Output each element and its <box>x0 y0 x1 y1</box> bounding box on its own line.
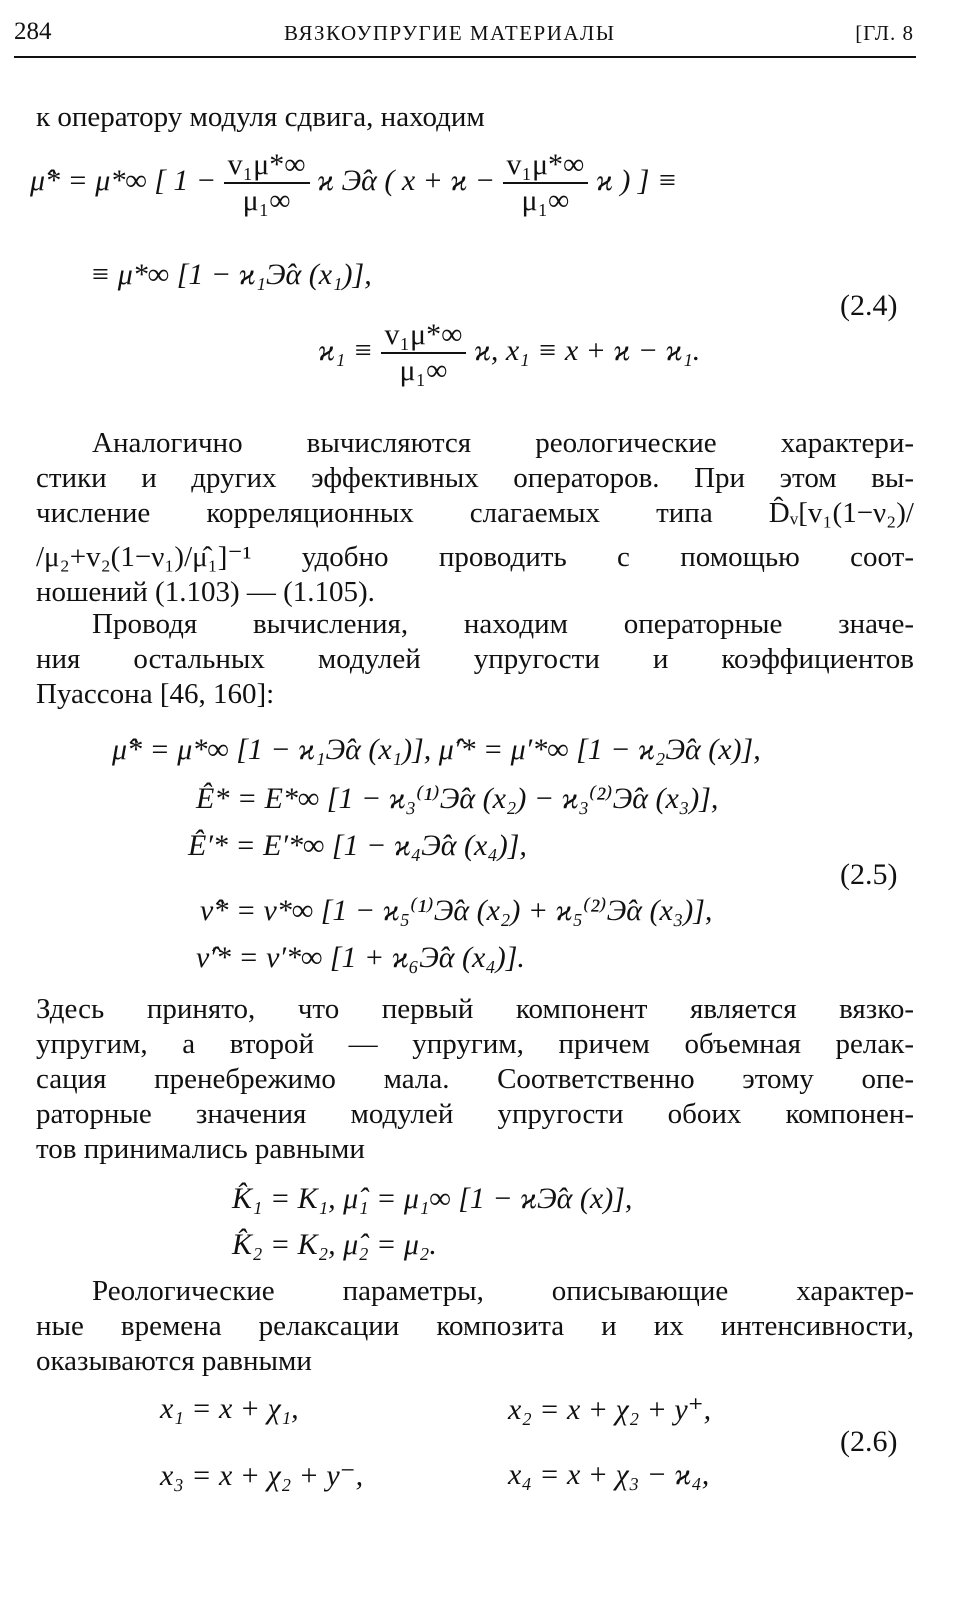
paragraph-4-line-1: Реологические параметры, описывающие характер- <box>92 1275 914 1307</box>
paragraph-3-line-2: упругим, а второй — упругим, причем объемная релак- <box>36 1028 914 1060</box>
equation-2-5-line-3: Ê′* = E′*∞ [1 − ϰ₄Э̂α (x₄)], <box>188 829 527 862</box>
paragraph-3-line-5: тов принимались равными <box>36 1133 365 1165</box>
paragraph-4-line-2: ные времена релаксации композита и их интенсивности, <box>36 1310 914 1342</box>
running-title: ВЯЗКОУПРУГИЕ МАТЕРИАЛЫ <box>284 21 616 45</box>
equation-number-2-4: (2.4) <box>840 289 898 322</box>
intro-line: к оператору модуля сдвига, находим <box>36 101 485 133</box>
equation-2-5-line-4: ν̂* = ν*∞ [1 − ϰ₅⁽¹⁾Э̂α (x₂) + ϰ₅⁽²⁾Э̂α (x₃)], <box>200 894 713 927</box>
eq-2-4-kappa-rhs: ϰ, x₁ ≡ x + ϰ − ϰ₁. <box>473 333 701 367</box>
paragraph-1-line-4: /μ₂+v₂(1−ν₁)/μ̂₁]⁻¹ удобно проводить с помощью соот- <box>36 541 914 573</box>
equation-2-4-line-3 <box>318 318 700 388</box>
eq-2-4-lhs: μ̂* = μ*∞ <box>30 163 147 197</box>
equation-2-5-line-1: μ̂* = μ*∞ [1 − ϰ₁Э̂α (x₁)], μ̂′* = μ′*∞ [1 − ϰ₂Э̂α (x)], <box>112 733 761 766</box>
fraction-denominator: μ₁∞ <box>399 354 448 387</box>
eq-2-4-fraction-1 <box>224 148 310 218</box>
eq-2-4-kappa-lhs: ϰ₁ ≡ <box>318 333 374 367</box>
paragraph-2-line-2: ния остальных модулей упругости и коэффициентов <box>36 643 914 675</box>
fraction-numerator: v₁μ*∞ <box>381 318 467 354</box>
paragraph-3-line-1: Здесь принято, что первый компонент является вязко- <box>36 993 914 1025</box>
paragraph-1-line-3: числение корреляционных слагаемых типа D̂ᵥ[v₁(1−ν₂)/ <box>36 497 914 529</box>
equation-k-line-1: K̂₁ = K₁, μ̂₁ = μ₁∞ [1 − ϰЭ̂α (x)], <box>232 1182 633 1215</box>
fraction-numerator: v₁μ*∞ <box>224 148 310 184</box>
chapter-marker: [ГЛ. 8 <box>855 21 914 45</box>
paragraph-1-line-1: Аналогично вычисляются реологические характери- <box>92 427 914 459</box>
fraction-numerator: v₁μ*∞ <box>503 148 589 184</box>
running-header <box>14 18 914 52</box>
paragraph-1-line-2: стики и других эффективных операторов. При этом вы- <box>36 462 914 494</box>
eq-2-4-middle: ϰ Э̂α ( x + ϰ − <box>317 163 496 197</box>
equation-2-5-line-5: ν̂′* = ν′*∞ [1 + ϰ₆Э̂α (x₄)]. <box>196 941 525 974</box>
eq-2-4-end: ϰ ) ] ≡ <box>595 163 678 197</box>
paragraph-2-line-1: Проводя вычисления, находим операторные значе- <box>92 608 914 640</box>
fraction-denominator: μ₁∞ <box>521 184 570 217</box>
equation-2-5-line-2: Ê* = E*∞ [1 − ϰ₃⁽¹⁾Э̂α (x₂) − ϰ₃⁽²⁾Э̂α (x₃)], <box>196 782 719 815</box>
paragraph-3-line-4: раторные значения модулей упругости обоих компонен- <box>36 1098 914 1130</box>
eq-2-4-bracket-open: [ 1 − <box>154 163 217 197</box>
header-rule <box>14 56 916 58</box>
equation-2-4-line-2: ≡ μ*∞ [1 − ϰ₁Э̂α (x₁)], <box>90 258 372 291</box>
paragraph-4-line-3: оказываются равными <box>36 1345 312 1377</box>
equation-2-6-row-2-right: x₄ = x + χ₃ − ϰ₄, <box>508 1458 710 1491</box>
paragraph-3-line-3: сация пренебрежимо мала. Соответственно этому опе- <box>36 1063 914 1095</box>
equation-2-6-row-1-left: x₁ = x + χ₁, <box>160 1392 299 1425</box>
eq-2-4-fraction-2 <box>503 148 589 218</box>
page-number: 284 <box>14 18 52 45</box>
paragraph-2-line-3: Пуассона [46, 160]: <box>36 678 275 710</box>
paragraph-1-line-5: ношений (1.103) — (1.105). <box>36 576 375 608</box>
equation-2-6-row-2-left: x₃ = x + χ₂ + y⁻, <box>160 1459 364 1492</box>
equation-2-6-row-1-right: x₂ = x + χ₂ + y⁺, <box>508 1393 712 1426</box>
equation-number-2-6: (2.6) <box>840 1425 898 1458</box>
eq-2-4-fraction-3 <box>381 318 467 388</box>
equation-2-4-line-1 <box>30 148 677 218</box>
fraction-denominator: μ₁∞ <box>242 184 291 217</box>
equation-k-line-2: K̂₂ = K₂, μ̂₂ = μ₂. <box>232 1228 437 1261</box>
equation-number-2-5: (2.5) <box>840 858 898 891</box>
